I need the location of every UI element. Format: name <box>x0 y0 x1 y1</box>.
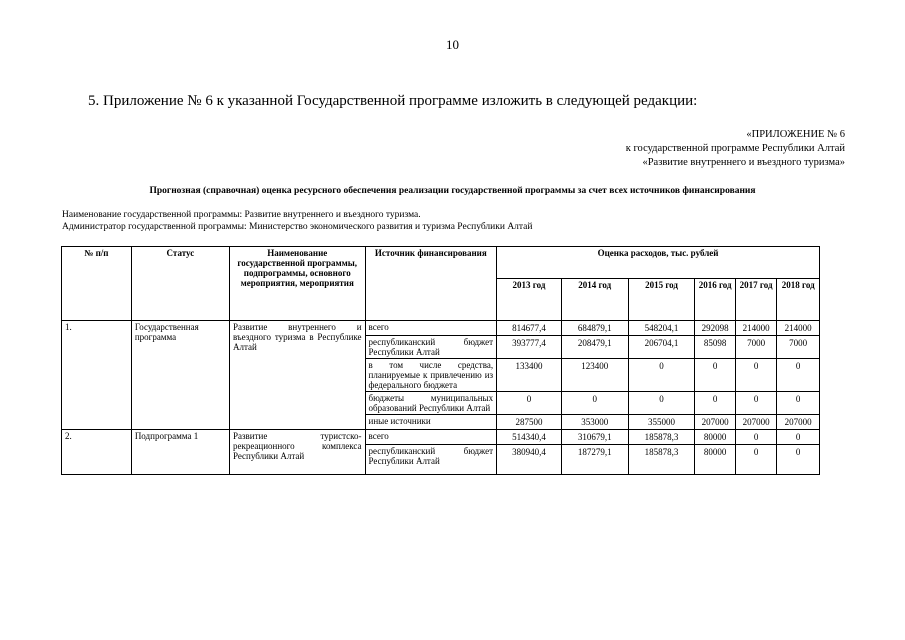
header-year: 2018 год <box>777 279 820 321</box>
value-cell: 214000 <box>735 321 776 336</box>
value-cell: 814677,4 <box>497 321 562 336</box>
value-cell: 0 <box>735 445 776 475</box>
header-num: № п/п <box>62 247 132 321</box>
instruction-text: 5. Приложение № 6 к указанной Государственной программе изложить в следующей редакции: <box>88 93 698 109</box>
value-cell: 80000 <box>695 430 735 445</box>
value-cell: 0 <box>777 392 820 415</box>
program-admin: Администратор государственной программы: Министерство экономического развития и туризма Республики Алтай <box>62 222 533 232</box>
row-num: 1. <box>62 321 132 430</box>
value-cell: 514340,4 <box>497 430 562 445</box>
row-source: бюджеты муниципальных образований Республики Алтай <box>365 392 497 415</box>
value-cell: 548204,1 <box>628 321 695 336</box>
value-cell: 80000 <box>695 445 735 475</box>
row-source: в том числе средства, планируемые к привлечению из федерального бюджета <box>365 359 497 392</box>
page-number: 10 <box>446 37 459 52</box>
program-name: Наименование государственной программы: Развитие внутреннего и въездного туризма. <box>62 210 421 220</box>
header-year: 2013 год <box>497 279 562 321</box>
header-year: 2017 год <box>735 279 776 321</box>
value-cell: 310679,1 <box>561 430 628 445</box>
header-source: Источник финансирования <box>365 247 497 321</box>
row-source: всего <box>365 430 497 445</box>
appendix-line-2: к государственной программе Республики Алтай <box>625 143 845 154</box>
row-source: республиканский бюджет Республики Алтай <box>365 336 497 359</box>
value-cell: 684879,1 <box>561 321 628 336</box>
row-name: Развитие внутреннего и въездного туризма в Республике Алтай <box>229 321 365 430</box>
value-cell: 123400 <box>561 359 628 392</box>
value-cell: 393777,4 <box>497 336 562 359</box>
value-cell: 0 <box>628 359 695 392</box>
program-meta <box>62 209 532 233</box>
table-row <box>62 321 820 336</box>
resource-table <box>61 246 820 475</box>
appendix-heading <box>626 128 845 170</box>
header-name: Наименование государственной программы, подпрограммы, основного мероприятия, мероприятия <box>229 247 365 321</box>
row-name: Развитие туристско-рекреационного комплекса Республики Алтай <box>229 430 365 475</box>
value-cell: 7000 <box>777 336 820 359</box>
value-cell: 380940,4 <box>497 445 562 475</box>
appendix-line-3: «Развитие внутреннего и въездного туризма» <box>642 157 845 168</box>
row-source: республиканский бюджет Республики Алтай <box>365 445 497 475</box>
table-row <box>62 430 820 445</box>
value-cell: 287500 <box>497 415 562 430</box>
appendix-line-1: «ПРИЛОЖЕНИЕ № 6 <box>746 129 845 140</box>
value-cell: 355000 <box>628 415 695 430</box>
value-cell: 0 <box>561 392 628 415</box>
value-cell: 207000 <box>777 415 820 430</box>
value-cell: 0 <box>695 359 735 392</box>
value-cell: 133400 <box>497 359 562 392</box>
value-cell: 185878,3 <box>628 430 695 445</box>
value-cell: 185878,3 <box>628 445 695 475</box>
value-cell: 0 <box>777 445 820 475</box>
value-cell: 0 <box>735 392 776 415</box>
value-cell: 0 <box>497 392 562 415</box>
row-status: Подпрограмма 1 <box>131 430 229 475</box>
value-cell: 207000 <box>695 415 735 430</box>
header-year: 2016 год <box>695 279 735 321</box>
value-cell: 0 <box>735 430 776 445</box>
header-estimate: Оценка расходов, тыс. рублей <box>497 247 820 279</box>
table-title: Прогнозная (справочная) оценка ресурсного обеспечения реализации государственной программы за счет всех источников финансирования <box>149 186 756 196</box>
row-num: 2. <box>62 430 132 475</box>
value-cell: 0 <box>735 359 776 392</box>
row-source: иные источники <box>365 415 497 430</box>
value-cell: 85098 <box>695 336 735 359</box>
value-cell: 0 <box>777 359 820 392</box>
value-cell: 7000 <box>735 336 776 359</box>
header-year: 2014 год <box>561 279 628 321</box>
header-year: 2015 год <box>628 279 695 321</box>
value-cell: 207000 <box>735 415 776 430</box>
row-status: Государственная программа <box>131 321 229 430</box>
row-source: всего <box>365 321 497 336</box>
value-cell: 214000 <box>777 321 820 336</box>
value-cell: 0 <box>777 430 820 445</box>
header-status: Статус <box>131 247 229 321</box>
value-cell: 0 <box>695 392 735 415</box>
value-cell: 187279,1 <box>561 445 628 475</box>
value-cell: 206704,1 <box>628 336 695 359</box>
value-cell: 0 <box>628 392 695 415</box>
value-cell: 208479,1 <box>561 336 628 359</box>
value-cell: 353000 <box>561 415 628 430</box>
value-cell: 292098 <box>695 321 735 336</box>
